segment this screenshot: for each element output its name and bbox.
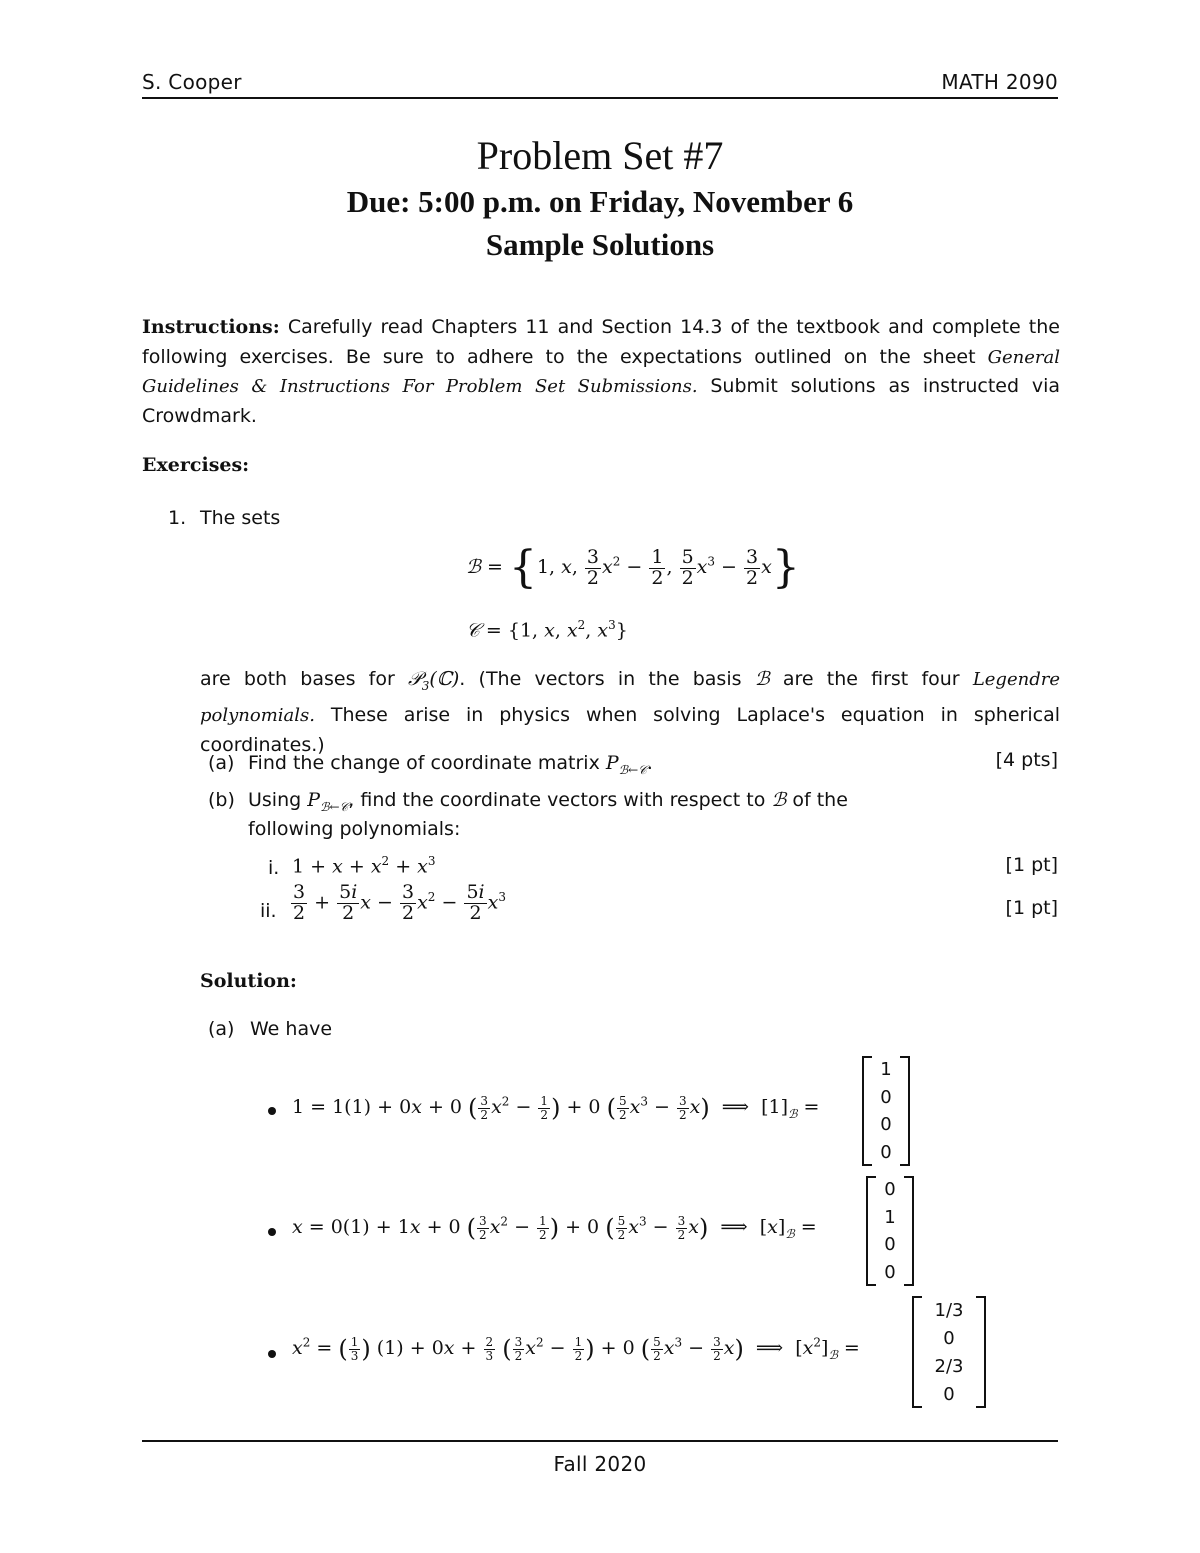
matrix-3-entry: 0: [943, 1327, 955, 1349]
instructions-text-2: Submit solutions as instructed via Crowdmark.: [142, 375, 1060, 427]
part-a-label: (a): [208, 752, 235, 774]
subtitle: Sample Solutions: [485, 227, 715, 262]
matrix-1-entry: 0: [880, 1141, 892, 1163]
set-b-equation: ℬ = {1, x, $\frac{3}{2}$ $x^2$ − $\frac{1}{2}$ , $\frac{5}{2}$ $x^3$ − $\frac{3}{2}$ x}: [466, 542, 800, 593]
bases-paragraph: are both bases for 𝒫$_3$(ℂ). (The vectors in the basis ℬ are the first four Legendre polynomials. These arise in physics when solving Laplace's equation in spherical coordinates.): [200, 668, 1060, 756]
bullet-2: [268, 1228, 276, 1236]
p3-symbol: 𝒫$_3$(ℂ): [408, 668, 460, 693]
sub-i-label: i.: [268, 857, 280, 879]
matrix-3-right-bracket: [976, 1296, 986, 1408]
matrix-1-entry: 0: [880, 1086, 892, 1108]
part-a-question: Find the change of coordinate matrix $P_{ℬ\leftarrow 𝒞}$.: [248, 752, 653, 777]
bullet-1: [268, 1107, 276, 1115]
header-course: MATH 2090: [941, 70, 1058, 94]
solution-part-a-label: (a): [208, 1018, 235, 1040]
footer-term: Fall 2020: [553, 1452, 647, 1476]
bullet-3: [268, 1350, 276, 1358]
part-b-line-2: following polynomials:: [248, 818, 461, 840]
instructions-label: Instructions:: [142, 316, 280, 338]
equation-2: x = 0(1) + 1x + 0 ( $\frac{3}{2}$ $x^2$ − $\frac{1}{2}$ ) + 0 ( $\frac{5}{2}$ $x^3$ − $\frac{3}{2}$ x) ⟹ $[x]_ℬ$ =: [292, 1213, 817, 1242]
part-a-text: Find the change of coordinate matrix: [248, 752, 606, 774]
part-a-points: [4 pts]: [995, 749, 1058, 771]
equation-1: 1 = 1(1) + 0x + 0 ( $\frac{3}{2}$ $x^2$ − $\frac{1}{2}$ ) + 0 ( $\frac{5}{2}$ $x^3$ − $\frac{3}{2}$ x) ⟹ $[1]_ℬ$ =: [292, 1093, 820, 1122]
exercise-number: 1.: [168, 507, 187, 529]
footer-rule: [142, 1440, 1058, 1442]
page-title: Problem Set #7: [476, 133, 724, 178]
matrix-3-entry: 1/3: [934, 1299, 964, 1321]
part-b-question: Using $P_{ℬ\leftarrow 𝒞}$, find the coordinate vectors with respect to ℬ of the: [248, 789, 848, 814]
matrix-1-entry: 0: [880, 1114, 892, 1136]
part-b-text-2: , find the coordinate vectors with respect to: [348, 789, 772, 811]
part-b-text-1: Using: [248, 789, 308, 811]
sub-ii-polynomial: $\frac{3}{2}$ + $\frac{5i}{2}$ x − $\frac{3}{2}$ $x^2$ − $\frac{5i}{2}$ $x^3$: [293, 881, 506, 924]
equation-3: $x^2$ = ( $\frac{1}{3}$ ) (1) + 0x + $\frac{2}{3}$ ( $\frac{3}{2}$ $x^2$ − $\frac{1}{2}$ ) + 0 ( $\frac{5}{2}$ $x^3$ − $\frac{3}{2}$ x) ⟹ $[x^2]_ℬ$ =: [292, 1334, 860, 1363]
matrix-3-entry: 0: [943, 1383, 955, 1405]
solution-part-a-text: We have: [250, 1018, 333, 1040]
header-rule: [142, 97, 1058, 99]
matrix-1-right-bracket: [900, 1056, 910, 1166]
exercise-intro: The sets: [200, 507, 281, 529]
part-b-text-3: of the: [786, 789, 848, 811]
part-b-label: (b): [208, 789, 235, 811]
matrix-1-entry: 1: [880, 1059, 892, 1081]
sub-i-points: [1 pt]: [1005, 854, 1058, 876]
instructions-italic: General Guidelines & Instructions For Problem Set Submissions.: [142, 346, 1060, 397]
matrix-2-entry: 1: [884, 1206, 896, 1228]
bases-text-3: are the first four: [769, 668, 973, 690]
due-date: Due: 5:00 p.m. on Friday, November 6: [346, 184, 854, 219]
bases-text-2: . (The vectors in the basis: [459, 668, 755, 690]
bases-text-1: are both bases for: [200, 668, 408, 690]
bases-text-4: These arise in physics when solving Laplace's equation in spherical coordinates.): [200, 704, 1060, 756]
matrix-1: [870, 1056, 902, 1166]
matrix-2: [874, 1176, 906, 1286]
solution-heading: Solution:: [200, 970, 297, 992]
matrix-3: [920, 1296, 978, 1408]
instructions-paragraph: [142, 313, 1060, 431]
legendre-italic: Legendre polynomials.: [200, 669, 1060, 727]
sub-ii-points: [1 pt]: [1005, 897, 1058, 919]
matrix-2-entry: 0: [884, 1234, 896, 1256]
instructions-text-1: Carefully read Chapters 11 and Section 14.3 of the textbook and complete the following exercises. Be sure to adhere to the expectations outlined on the sheet: [142, 316, 1060, 368]
matrix-2-entry: 0: [884, 1179, 896, 1201]
matrix-2-right-bracket: [904, 1176, 914, 1286]
exercises-heading: Exercises:: [142, 454, 250, 476]
sub-i-polynomial: $1 + x + x^2 + x^3$: [292, 854, 436, 878]
set-c-equation: 𝒞 = {1, x, $x^2$, $x^3$}: [466, 618, 628, 642]
matrix-2-entry: 0: [884, 1261, 896, 1283]
matrix-3-entry: 2/3: [934, 1355, 964, 1377]
sub-ii-label: ii.: [260, 900, 277, 922]
header-author: S. Cooper: [142, 70, 242, 94]
